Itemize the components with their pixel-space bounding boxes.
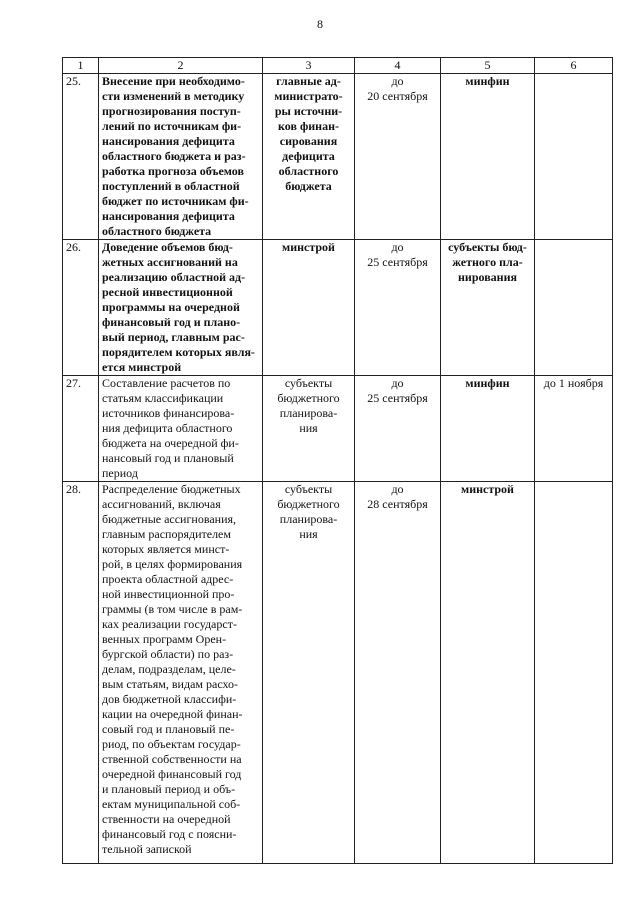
row-number: 28. [63,482,99,864]
recipient-cell: минфин [441,74,535,240]
deadline-cell: до 25 сентября [355,240,441,376]
executor-cell: субъекты бюджетного планирова- ния [263,482,355,864]
header-cell: 5 [441,58,535,74]
header-cell: 4 [355,58,441,74]
row-number: 25. [63,74,99,240]
table-row [63,376,613,482]
recipient-cell: минстрой [441,482,535,864]
note-cell [535,482,613,864]
note-cell [535,240,613,376]
deadline-cell: до 25 сентября [355,376,441,482]
task-cell: Доведение объемов бюд- жетных ассигнований на реализацию областной ад- ресной инвестиционной программы на очередной финансовый год и плано- вый период, главным рас- порядителем которых явля- ется минстрой [99,240,263,376]
table-row [63,482,613,864]
header-cell: 3 [263,58,355,74]
task-cell: Внесение при необходимо- сти изменений в методику прогнозирования поступ- лений по источникам фи- нансирования дефицита областного бюджета и раз- работка прогноза объемов поступлений в областной бюджет по источникам фи- нансирования дефицита областного бюджета [99,74,263,240]
task-cell: Составление расчетов по статьям классификации источников финансирова- ния дефицита областного бюджета на очередной фи- нансовый год и плановый период [99,376,263,482]
task-cell: Распределение бюджетных ассигнований, включая бюджетные ассигнования, главным распорядителем которых является минст- рой, в целях формирования проекта областной адрес- ной инвестиционной про- граммы (в том числе в рам- ках реализации государст- венных программ Орен- бургской области) по раз- делам, подразделам, целе- вым статьям, видам расхо- дов бюджетной классифи- кации на очередной финан- совый год и плановый пе- риод, по объектам государ- ственной собственности на очередной финансовый год и плановый период и объ- ектам муниципальной соб- ственности на очередной финансовый год с поясни- тельной запиской [99,482,263,864]
executor-cell: субъекты бюджетного планирова- ния [263,376,355,482]
row-number: 26. [63,240,99,376]
row-number: 27. [63,376,99,482]
header-cell: 2 [99,58,263,74]
schedule-table [62,57,613,864]
executor-cell: главные ад- министрато- ры источни- ков финан- сирования дефицита областного бюджета [263,74,355,240]
deadline-cell: до 28 сентября [355,482,441,864]
note-cell: до 1 ноября [535,376,613,482]
table-header-row [63,58,613,74]
executor-cell: минстрой [263,240,355,376]
recipient-cell: минфин [441,376,535,482]
recipient-cell: субъекты бюд- жетного пла- нирования [441,240,535,376]
note-cell [535,74,613,240]
table-row [63,240,613,376]
header-cell: 6 [535,58,613,74]
page-number: 8 [317,17,323,31]
deadline-cell: до 20 сентября [355,74,441,240]
table-row [63,74,613,240]
header-cell: 1 [63,58,99,74]
